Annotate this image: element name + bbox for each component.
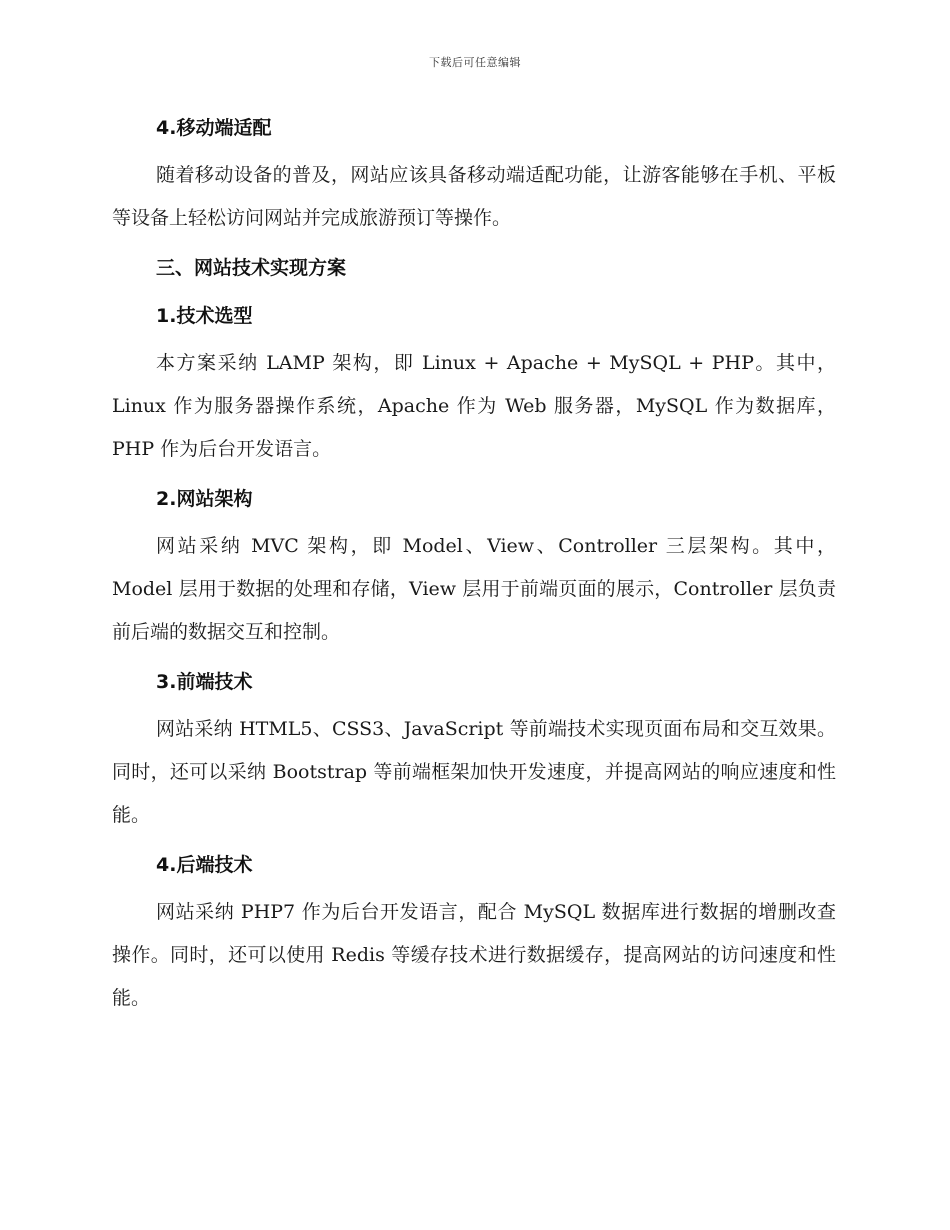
paragraph-mobile-adaptation: 随着移动设备的普及，网站应该具备移动端适配功能，让游客能够在手机、平板等设备上轻松访问网站并完成旅游预订等操作。 (112, 164, 836, 229)
section-heading-frontend-tech: 3.前端技术 (156, 671, 253, 693)
paragraph-backend-tech: 网站采纳 PHP7 作为后台开发语言，配合 MySQL 数据库进行数据的增删改查操作。同时，还可以使用 Redis 等缓存技术进行数据缓存，提高网站的访问速度和性能。 (112, 901, 836, 1009)
document-body (112, 110, 836, 1030)
paragraph-frontend-tech: 网站采纳 HTML5、CSS3、JavaScript 等前端技术实现页面布局和交互效果。同时，还可以采纳 Bootstrap 等前端框架加快开发速度，并提高网站的响应速度和性能。 (112, 718, 836, 826)
paragraph-tech-selection: 本方案采纳 LAMP 架构，即 Linux + Apache + MySQL + PHP。其中，Linux 作为服务器操作系统，Apache 作为 Web 服务器，MySQL 作为数据库，PHP 作为后台开发语言。 (112, 352, 836, 460)
page-header: 下载后可任意编辑 (429, 56, 521, 69)
section-heading-mobile-adaptation: 4.移动端适配 (156, 117, 272, 139)
section-heading-tech-selection: 1.技术选型 (156, 305, 253, 327)
section-heading-site-architecture: 2.网站架构 (156, 488, 253, 510)
chapter-heading-tech-plan: 三、网站技术实现方案 (156, 257, 347, 279)
section-heading-backend-tech: 4.后端技术 (156, 854, 253, 876)
paragraph-site-architecture: 网站采纳 MVC 架构，即 Model、View、Controller 三层架构。其中，Model 层用于数据的处理和存储，View 层用于前端页面的展示，Controller 层负责前后端的数据交互和控制。 (112, 535, 836, 643)
